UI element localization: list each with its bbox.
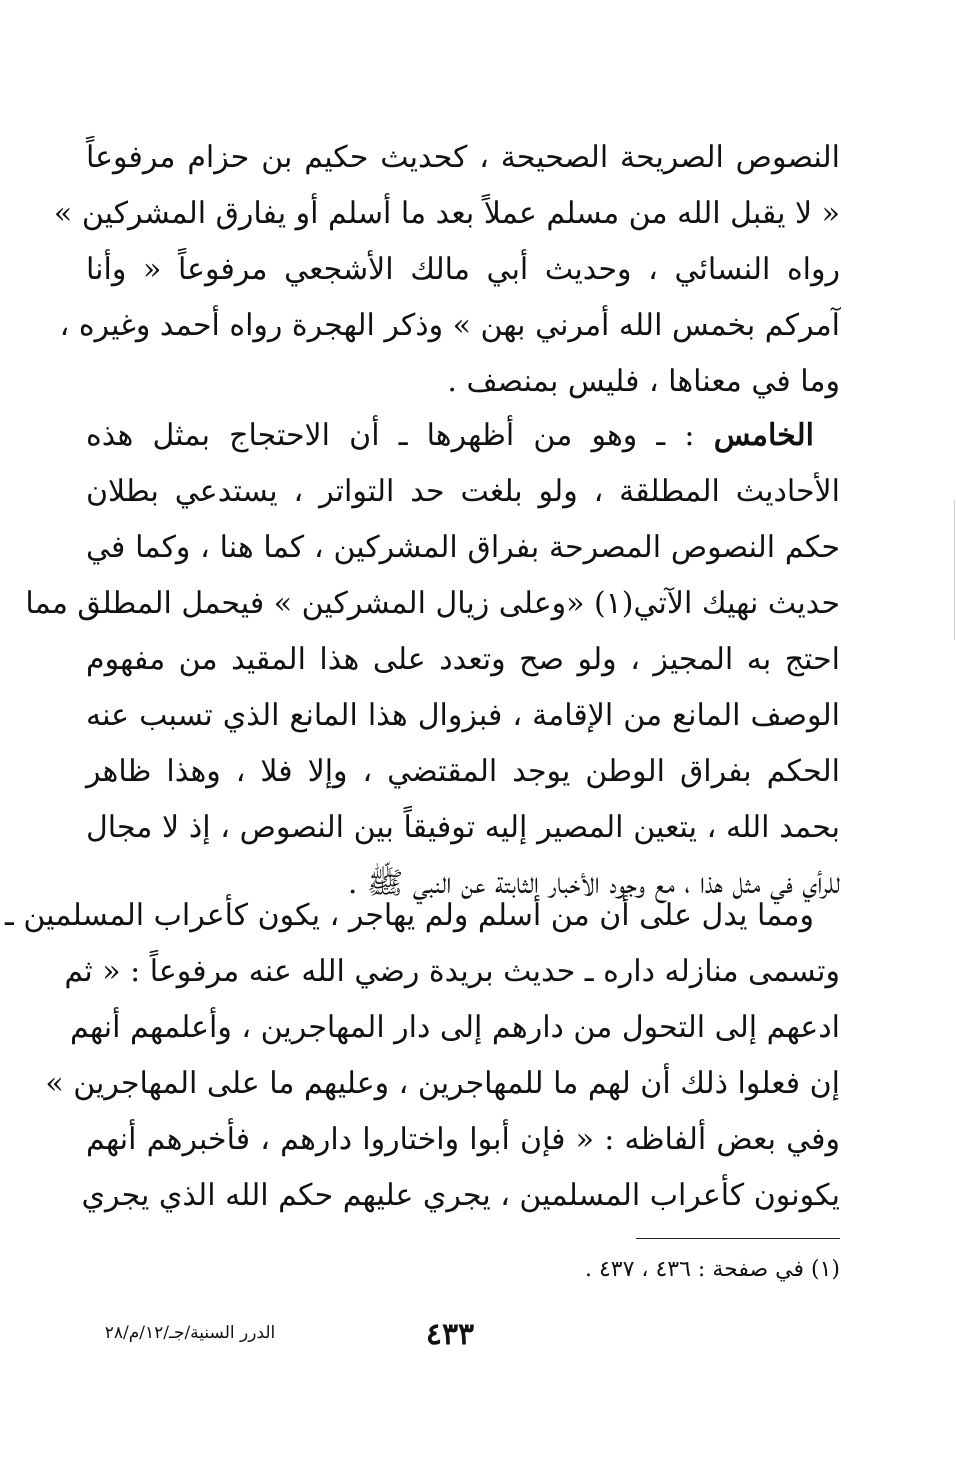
page-number: ٤٣٣ [425, 1317, 475, 1352]
text-line: وما في معناها ، فليس بمنصف . [447, 364, 840, 399]
page-edge-mark [954, 500, 955, 640]
text-line: ادعهم إلى التحول من دارهم إلى دار المهاجرين ، وأعلمهم أنهم [70, 1010, 840, 1045]
text-line: الأحاديث المطلقة ، ولو بلغت حد التواتر ، يستدعي بطلان [86, 474, 840, 509]
text-line-rest: : ـ وهو من أظهرها ـ أن الاحتجاج بمثل هذه [86, 418, 695, 453]
paragraph-2 [25, 408, 840, 912]
text-line: الحكم بفراق الوطن يوجد المقتضي ، وإلا فلا ، وهذا ظاهر [86, 754, 840, 789]
text-line: بحمد الله ، يتعين المصير إليه توفيقاً بين النصوص ، إذ لا مجال [86, 810, 840, 845]
series-label: الدرر السنية/جـ/١٢/م/٢٨ [104, 1323, 276, 1343]
text-line: الوصف المانع من الإقامة ، فبزوال هذا المانع الذي تسبب عنه [86, 698, 840, 733]
text-line: وفي بعض ألفاظه : « فإن أبوا واختاروا دارهم ، فأخبرهم أنهم [86, 1122, 840, 1157]
text-line: « لا يقبل الله من مسلم عملاً بعد ما أسلم أو يفارق المشركين » [53, 196, 840, 231]
text-line: حديث نهيك الآتي(١) «وعلى زيال المشركين » فيحمل المطلق مما [25, 586, 840, 621]
text-line: إن فعلوا ذلك أن لهم ما للمهاجرين ، وعليهم ما على المهاجرين » [45, 1066, 840, 1101]
paragraph-1 [53, 130, 840, 410]
text-line: آمركم بخمس الله أمرني بهن » وذكر الهجرة رواه أحمد وغيره ، [59, 308, 840, 343]
text-line: حكم النصوص المصرحة بفراق المشركين ، كما هنا ، وكما في [86, 530, 840, 565]
text-line: ومما يدل على أن من أسلم ولم يهاجر ، يكون كأعراب المسلمين ـ [5, 898, 814, 933]
paragraph-3 [5, 888, 840, 1224]
text-line: وتسمى منازله داره ـ حديث بريدة رضي الله عنه مرفوعاً : « ثم [64, 954, 840, 989]
text-line: النصوص الصريحة الصحيحة ، كحديث حكيم بن حزام مرفوعاً [86, 140, 840, 175]
text-line: احتج به المجيز ، ولو صح وتعدد على هذا المقيد من مفهوم [86, 642, 840, 677]
section-heading-word: الخامس [713, 418, 814, 453]
text-line: للرأي في مثل هذا ، مع وجود الأخبار الثابتة عن النبي ﷺ . [347, 866, 840, 901]
text-line: رواه النسائي ، وحديث أبي مالك الأشجعي مرفوعاً « وأنا [86, 252, 840, 287]
text-line-first [86, 408, 840, 464]
footnote-divider [636, 1238, 840, 1239]
footnote: (١) في صفحة : ٤٣٦ ، ٤٣٧ . [584, 1257, 840, 1282]
text-line: يكونون كأعراب المسلمين ، يجري عليهم حكم الله الذي يجري [81, 1178, 840, 1213]
